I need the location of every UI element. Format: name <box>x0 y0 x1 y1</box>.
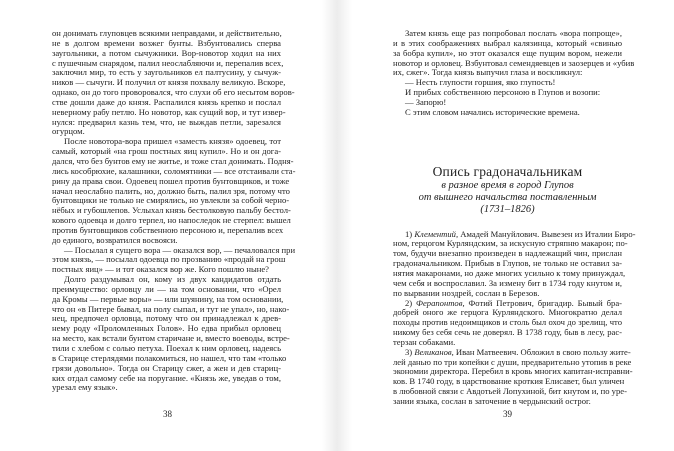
text-line: — Несть глупости горшия, яко глупость! <box>405 77 556 88</box>
entry-number: 1) <box>405 228 413 239</box>
text-line: не в долгом времени возжег бунты. Взбунтовались сперва <box>52 37 281 48</box>
text-line: урезал ему язык». <box>52 382 118 393</box>
text-line: в любовной связи с Авдотьей Лопухиной, бит кнутом и, по уре- <box>393 386 627 397</box>
page-number-left: 38 <box>163 409 172 419</box>
text-line: никому без себя сечь не доверял. В 1738 году, быв в лесу, рас- <box>393 327 622 338</box>
right-page <box>393 28 636 407</box>
text-line: постных яиц» — и тот оказался вор же. Кого пошлю ныне? <box>52 264 269 275</box>
paragraph <box>393 28 635 78</box>
text-line: — Запорю! <box>405 96 447 107</box>
text-line: зании языка, сослан в заточение в чердынский острог. <box>393 395 591 406</box>
text-line: что он «в Питере бывал, на полу сыпал, и тут не упал», но, нако- <box>52 303 290 314</box>
governor-entry <box>393 346 633 407</box>
text-line: дался, что без бунтов ему не житье, и тоже стал донимать. Подня- <box>52 155 294 166</box>
entry-text: Иван Матвеевич. Обложил в свою пользу жите- <box>453 346 631 357</box>
text-line: за бобра купил», но этот оказался еще пущим вором, нежели <box>393 47 622 58</box>
text-line: экономии директора. Перебил в кровь многих капитан-исправни- <box>393 366 633 377</box>
governor-name: Ферапонтов, <box>416 297 465 308</box>
entry-text: Амадей Мануйлович. Вывезен из Италии Биро- <box>458 228 636 239</box>
text-line: огурцом. <box>52 126 85 137</box>
text-line: однако, он до того проворовался, что слухи об его несытом воров- <box>52 87 295 98</box>
text-line: и в этих соображениях выбрал калязинца, который «свинью <box>393 37 622 48</box>
text-line: И прибых собственною персоною в Глупов и возопи: <box>405 87 601 98</box>
chapter-heading <box>393 164 622 216</box>
governor-entry <box>393 299 622 348</box>
chapter-subtitle-1: в разное время в город Глупов <box>441 179 574 191</box>
text-line: лей данью по три копейки с души, предварительно утопив в реке <box>393 356 632 367</box>
text-line: на место, как встали бунтом старичане и, вместо воеводы, встре- <box>52 333 290 344</box>
text-line: до единого, возвратился восвояси. <box>52 234 178 245</box>
text-line: стве дошли даже до князя. Распалился князь крепко и послал <box>52 96 281 107</box>
text-line: он донимать глуповцев всякими неправдами, и действительно, <box>52 28 282 38</box>
text-line: самый, который «на грош постных яиц купил». Но и он дога- <box>52 146 281 157</box>
text-line: этом князь, — посылал одоевца по прозванию «продай на грош <box>52 254 286 265</box>
right-page-text <box>393 28 635 118</box>
text-line: С этим словом начались исторические времена. <box>405 106 580 117</box>
text-line: После новотора-вора пришел «заместь князя» одоевец, тот <box>64 136 281 147</box>
text-line: грязи довольно». Тогда он Старицу сжег, а жен и дев стариц- <box>52 362 281 373</box>
paragraph <box>52 136 296 245</box>
text-line: в Старице стерлядями полакомиться, но нашел, что там «только <box>52 352 287 363</box>
text-line: нёбых и губошлепов. Услыхал князь бестолковую пальбу бестол- <box>52 205 291 216</box>
chapter-years: (1731–1826) <box>480 203 535 215</box>
left-page-text <box>52 28 296 393</box>
text-line: начал неослабно палить, но, должно быть, палил зря, потому что <box>52 185 290 196</box>
text-line: лись кособрюхие, калашники, соломятники — все отстаивали ста- <box>52 165 296 176</box>
governors-list <box>393 228 636 407</box>
text-line: их, сжег». Тогда князь выпучил глаза и воскликнул: <box>393 67 583 78</box>
text-line: преимущество: орловцу ли — на том основании, что «Орел <box>52 283 281 294</box>
text-line: ном, герцогом Курляндским, за искусную стряпню макарон; по- <box>393 238 628 249</box>
text-line: по вырвании ноздрей, сослан в Березов. <box>393 287 540 298</box>
chapter-subtitle-2: от вышнего начальства поставленным <box>418 191 597 203</box>
text-line: бунтовщики не только не смирялись, но увлекли за собой черно- <box>52 195 290 206</box>
chapter-title: Опись градоначальникам <box>432 163 583 179</box>
text-line: нец, предпочел орловца, потому что он принадлежал к древ- <box>52 313 281 324</box>
paragraph <box>393 108 622 118</box>
text-line: нему роду «Проломленных Голов». Но едва прибыл орловец <box>52 323 281 334</box>
governor-name: Клементий, <box>414 228 459 239</box>
text-line: чем себя и воспрославил. За измену бит в 1734 году кнутом и, <box>393 277 622 288</box>
text-line: походы против недоимщиков и столь был охоч до зрелищ, что <box>393 317 622 328</box>
text-line: рину да права свои. Одоевец пошел против бунтовщиков, и тоже <box>52 175 290 186</box>
text-line: неверному рабу петлю. Но новотор, как сущий вор, и тут извер- <box>52 106 286 117</box>
entry-text: Фотий Петрович, бригадир. Бывый бра- <box>464 297 622 308</box>
paragraph <box>52 28 295 137</box>
text-line: Затем князь еще раз попробовал послать «вора попроще», <box>405 28 622 38</box>
text-line: да Кромы — первые воры» — или шуянину, на том основании, <box>52 293 284 304</box>
paragraph <box>52 274 290 393</box>
text-line: тили с хлебом с солью петуха. Поехал к ним орловец, надеясь <box>52 343 281 353</box>
text-line: нятия макаронами, но даже многих усильно к тому принуждал, <box>393 267 626 278</box>
text-line: кового одоевца и долго терпел, но напоследок не стерпел: вышел <box>52 215 291 226</box>
text-line: том, будучи внезапно произведен в надлежащий чин, прислан <box>393 248 622 259</box>
text-line: Долго раздумывал он, кому из двух кандидатов отдать <box>64 274 281 285</box>
text-line: нулся: предварил казнь тем, что, не выждав петли, зарезался <box>52 116 281 127</box>
text-line: заугольники, а потом сычужники. Вор-новотор ходил на них <box>52 47 281 58</box>
text-line: против бунтовщиков собственною персоною и, перепалив всех <box>52 224 284 235</box>
left-page <box>52 28 296 393</box>
entry-number: 2) <box>405 297 413 308</box>
text-line: заключил мир, то есть у заугольников ел палтусину, у сычуж- <box>52 67 281 78</box>
paragraph <box>52 244 296 276</box>
text-line: новотор и орловец. Взбунтовал семендяевцев и заозерцев и «убив <box>393 57 635 68</box>
text-line: терзан собаками. <box>393 336 456 347</box>
text-line: ких отдал самому себе на поругание. «Князь же, уведав о том, <box>52 372 281 383</box>
entry-number: 3) <box>405 346 413 357</box>
governor-entry <box>393 228 636 299</box>
text-line: с пушечным снарядом, палил неослабляючи и, перепалив всех, <box>52 57 284 68</box>
text-line: ков. В 1740 году, в царствование кроткия Елисавет, был уличен <box>393 376 625 387</box>
text-line: добрей оного же герцога Курляндского. Многократно делал <box>393 307 622 318</box>
text-line: — Посылал я сущего вора — оказался вор, — печаловался при <box>64 244 296 255</box>
text-line: градоначальником. Прибыв в Глупов, не только не оставил за- <box>393 258 622 269</box>
text-line: ников — сычуги. И получил от князя похвалу великую. Вскоре, <box>52 77 286 88</box>
governor-name: Великанов, <box>414 346 454 357</box>
page-number-right: 39 <box>503 409 512 419</box>
book-gutter <box>322 0 352 451</box>
